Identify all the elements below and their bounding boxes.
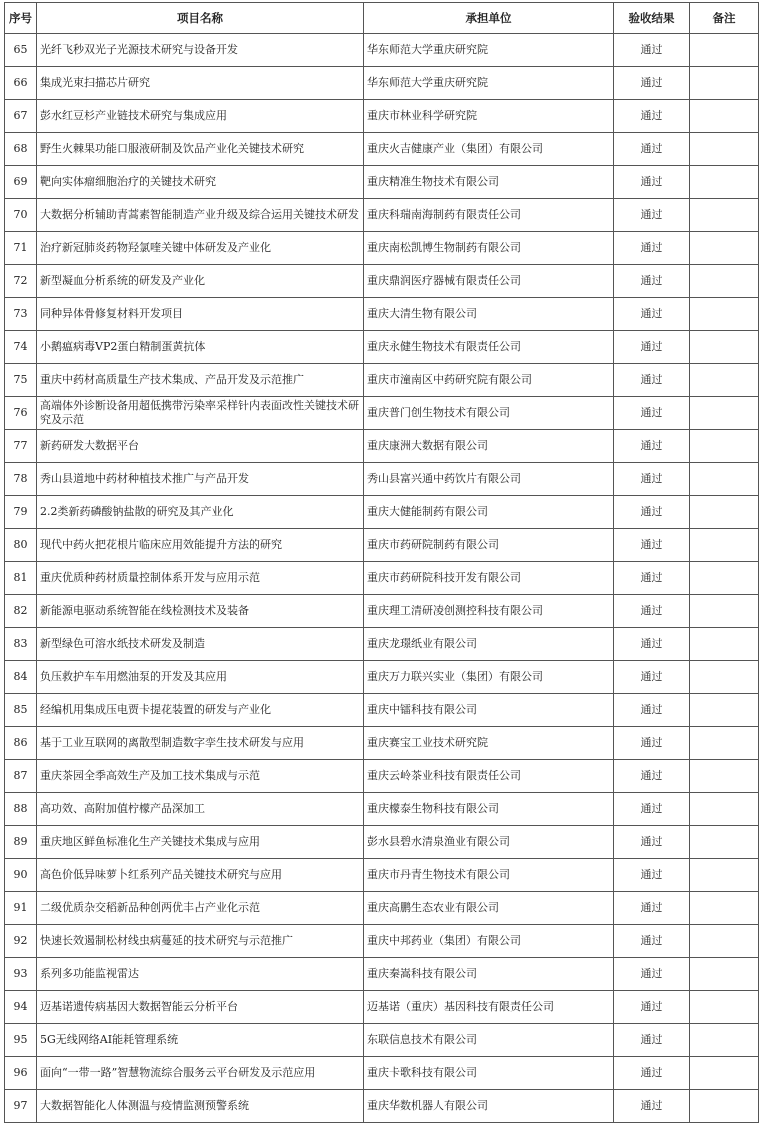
project-name-cell: 小鹅瘟病毒VP2蛋白精制蛋黄抗体 bbox=[37, 331, 364, 364]
acceptance-result-cell: 通过 bbox=[614, 496, 690, 529]
table-row bbox=[5, 595, 759, 628]
table-row bbox=[5, 661, 759, 694]
row-number-cell: 84 bbox=[5, 661, 37, 694]
acceptance-result-cell: 通过 bbox=[614, 661, 690, 694]
header-unit: 承担单位 bbox=[364, 3, 614, 34]
row-number-cell: 85 bbox=[5, 694, 37, 727]
table-row bbox=[5, 265, 759, 298]
project-name-cell: 重庆地区鲜鱼标准化生产关键技术集成与应用 bbox=[37, 826, 364, 859]
project-name-cell: 新药研发大数据平台 bbox=[37, 430, 364, 463]
table-body bbox=[5, 34, 759, 1123]
row-number-cell: 75 bbox=[5, 364, 37, 397]
project-name-cell: 面向“一带一路”智慧物流综合服务云平台研发及示范应用 bbox=[37, 1057, 364, 1090]
note-cell bbox=[690, 826, 759, 859]
acceptance-result-cell: 通过 bbox=[614, 364, 690, 397]
table-row bbox=[5, 727, 759, 760]
row-number-cell: 88 bbox=[5, 793, 37, 826]
table-row bbox=[5, 1090, 759, 1123]
row-number-cell: 70 bbox=[5, 199, 37, 232]
acceptance-result-cell: 通过 bbox=[614, 562, 690, 595]
note-cell bbox=[690, 628, 759, 661]
project-acceptance-table bbox=[4, 2, 759, 1123]
project-name-cell: 重庆茶园全季高效生产及加工技术集成与示范 bbox=[37, 760, 364, 793]
responsible-unit-cell: 重庆大清生物有限公司 bbox=[364, 298, 614, 331]
row-number-cell: 94 bbox=[5, 991, 37, 1024]
responsible-unit-cell: 重庆赛宝工业技术研究院 bbox=[364, 727, 614, 760]
table-row bbox=[5, 364, 759, 397]
project-name-cell: 5G无线网络AI能耗管理系统 bbox=[37, 1024, 364, 1057]
responsible-unit-cell: 重庆市药研院科技开发有限公司 bbox=[364, 562, 614, 595]
note-cell bbox=[690, 100, 759, 133]
acceptance-result-cell: 通过 bbox=[614, 463, 690, 496]
table-row bbox=[5, 562, 759, 595]
header-num: 序号 bbox=[5, 3, 37, 34]
responsible-unit-cell: 重庆市林业科学研究院 bbox=[364, 100, 614, 133]
note-cell bbox=[690, 958, 759, 991]
row-number-cell: 97 bbox=[5, 1090, 37, 1123]
acceptance-result-cell: 通过 bbox=[614, 298, 690, 331]
acceptance-result-cell: 通过 bbox=[614, 397, 690, 430]
project-name-cell: 野生火棘果功能口服液研制及饮品产业化关键技术研究 bbox=[37, 133, 364, 166]
acceptance-result-cell: 通过 bbox=[614, 1024, 690, 1057]
responsible-unit-cell: 重庆普门创生物技术有限公司 bbox=[364, 397, 614, 430]
project-name-cell: 系列多功能监视雷达 bbox=[37, 958, 364, 991]
acceptance-result-cell: 通过 bbox=[614, 331, 690, 364]
note-cell bbox=[690, 595, 759, 628]
note-cell bbox=[690, 199, 759, 232]
acceptance-result-cell: 通过 bbox=[614, 67, 690, 100]
project-name-cell: 新型绿色可溶水纸技术研发及制造 bbox=[37, 628, 364, 661]
acceptance-result-cell: 通过 bbox=[614, 529, 690, 562]
table-row bbox=[5, 298, 759, 331]
row-number-cell: 86 bbox=[5, 727, 37, 760]
note-cell bbox=[690, 298, 759, 331]
responsible-unit-cell: 重庆理工清研凌创测控科技有限公司 bbox=[364, 595, 614, 628]
table-row bbox=[5, 958, 759, 991]
responsible-unit-cell: 秀山县富兴通中药饮片有限公司 bbox=[364, 463, 614, 496]
table-row bbox=[5, 232, 759, 265]
row-number-cell: 71 bbox=[5, 232, 37, 265]
table-row bbox=[5, 496, 759, 529]
note-cell bbox=[690, 166, 759, 199]
note-cell bbox=[690, 529, 759, 562]
row-number-cell: 79 bbox=[5, 496, 37, 529]
responsible-unit-cell: 重庆华数机器人有限公司 bbox=[364, 1090, 614, 1123]
table-row bbox=[5, 859, 759, 892]
acceptance-result-cell: 通过 bbox=[614, 232, 690, 265]
acceptance-result-cell: 通过 bbox=[614, 991, 690, 1024]
table-row bbox=[5, 529, 759, 562]
project-name-cell: 同种异体骨修复材料开发项目 bbox=[37, 298, 364, 331]
row-number-cell: 66 bbox=[5, 67, 37, 100]
table-row bbox=[5, 628, 759, 661]
acceptance-result-cell: 通过 bbox=[614, 760, 690, 793]
note-cell bbox=[690, 1090, 759, 1123]
row-number-cell: 89 bbox=[5, 826, 37, 859]
project-name-cell: 高色价低异味萝卜红系列产品关键技术研究与应用 bbox=[37, 859, 364, 892]
table-row bbox=[5, 826, 759, 859]
note-cell bbox=[690, 430, 759, 463]
responsible-unit-cell: 重庆精准生物技术有限公司 bbox=[364, 166, 614, 199]
responsible-unit-cell: 重庆鼎润医疗器械有限责任公司 bbox=[364, 265, 614, 298]
responsible-unit-cell: 重庆市药研院制药有限公司 bbox=[364, 529, 614, 562]
note-cell bbox=[690, 331, 759, 364]
project-name-cell: 高功效、高附加值柠檬产品深加工 bbox=[37, 793, 364, 826]
responsible-unit-cell: 重庆永健生物技术有限责任公司 bbox=[364, 331, 614, 364]
responsible-unit-cell: 华东师范大学重庆研究院 bbox=[364, 34, 614, 67]
project-name-cell: 大数据智能化人体测温与疫情监测预警系统 bbox=[37, 1090, 364, 1123]
acceptance-result-cell: 通过 bbox=[614, 34, 690, 67]
project-name-cell: 光纤飞秒双光子光源技术研究与设备开发 bbox=[37, 34, 364, 67]
row-number-cell: 82 bbox=[5, 595, 37, 628]
note-cell bbox=[690, 397, 759, 430]
acceptance-result-cell: 通过 bbox=[614, 793, 690, 826]
project-name-cell: 新型凝血分析系统的研发及产业化 bbox=[37, 265, 364, 298]
acceptance-result-cell: 通过 bbox=[614, 1057, 690, 1090]
note-cell bbox=[690, 496, 759, 529]
row-number-cell: 76 bbox=[5, 397, 37, 430]
row-number-cell: 91 bbox=[5, 892, 37, 925]
responsible-unit-cell: 重庆卡歌科技有限公司 bbox=[364, 1057, 614, 1090]
row-number-cell: 67 bbox=[5, 100, 37, 133]
table-row bbox=[5, 166, 759, 199]
responsible-unit-cell: 重庆科瑞南海制药有限责任公司 bbox=[364, 199, 614, 232]
responsible-unit-cell: 迈基诺（重庆）基因科技有限责任公司 bbox=[364, 991, 614, 1024]
acceptance-result-cell: 通过 bbox=[614, 595, 690, 628]
table-row bbox=[5, 760, 759, 793]
row-number-cell: 69 bbox=[5, 166, 37, 199]
responsible-unit-cell: 重庆高鹏生态农业有限公司 bbox=[364, 892, 614, 925]
table-row bbox=[5, 331, 759, 364]
acceptance-result-cell: 通过 bbox=[614, 133, 690, 166]
header-note: 备注 bbox=[690, 3, 759, 34]
row-number-cell: 87 bbox=[5, 760, 37, 793]
note-cell bbox=[690, 265, 759, 298]
project-name-cell: 重庆中药材高质量生产技术集成、产品开发及示范推广 bbox=[37, 364, 364, 397]
project-name-cell: 经编机用集成压电贾卡提花装置的研发与产业化 bbox=[37, 694, 364, 727]
acceptance-result-cell: 通过 bbox=[614, 628, 690, 661]
acceptance-result-cell: 通过 bbox=[614, 958, 690, 991]
acceptance-result-cell: 通过 bbox=[614, 826, 690, 859]
table-row bbox=[5, 34, 759, 67]
note-cell bbox=[690, 463, 759, 496]
responsible-unit-cell: 重庆南松凯博生物制药有限公司 bbox=[364, 232, 614, 265]
table-row bbox=[5, 397, 759, 430]
project-name-cell: 负压救护车车用燃油泵的开发及其应用 bbox=[37, 661, 364, 694]
responsible-unit-cell: 重庆龙璟纸业有限公司 bbox=[364, 628, 614, 661]
acceptance-result-cell: 通过 bbox=[614, 166, 690, 199]
row-number-cell: 74 bbox=[5, 331, 37, 364]
note-cell bbox=[690, 859, 759, 892]
note-cell bbox=[690, 364, 759, 397]
row-number-cell: 90 bbox=[5, 859, 37, 892]
responsible-unit-cell: 东联信息技术有限公司 bbox=[364, 1024, 614, 1057]
project-name-cell: 治疗新冠肺炎药物羟氯喹关键中体研发及产业化 bbox=[37, 232, 364, 265]
project-name-cell: 重庆优质种药材质量控制体系开发与应用示范 bbox=[37, 562, 364, 595]
responsible-unit-cell: 彭水县碧水清泉渔业有限公司 bbox=[364, 826, 614, 859]
project-name-cell: 2.2类新药磷酸钠盐散的研究及其产业化 bbox=[37, 496, 364, 529]
acceptance-result-cell: 通过 bbox=[614, 694, 690, 727]
project-name-cell: 快速长效遏制松材线虫病蔓延的技术研究与示范推广 bbox=[37, 925, 364, 958]
responsible-unit-cell: 重庆檬泰生物科技有限公司 bbox=[364, 793, 614, 826]
project-name-cell: 彭水红豆杉产业链技术研究与集成应用 bbox=[37, 100, 364, 133]
acceptance-result-cell: 通过 bbox=[614, 1090, 690, 1123]
row-number-cell: 81 bbox=[5, 562, 37, 595]
row-number-cell: 92 bbox=[5, 925, 37, 958]
table-row bbox=[5, 892, 759, 925]
table-row bbox=[5, 67, 759, 100]
table-header-row bbox=[5, 3, 759, 34]
table-row bbox=[5, 991, 759, 1024]
row-number-cell: 72 bbox=[5, 265, 37, 298]
row-number-cell: 73 bbox=[5, 298, 37, 331]
table-row bbox=[5, 793, 759, 826]
note-cell bbox=[690, 727, 759, 760]
responsible-unit-cell: 重庆大健能制药有限公司 bbox=[364, 496, 614, 529]
table-row bbox=[5, 1024, 759, 1057]
project-name-cell: 基于工业互联网的离散型制造数字孪生技术研发与应用 bbox=[37, 727, 364, 760]
responsible-unit-cell: 重庆秦嵩科技有限公司 bbox=[364, 958, 614, 991]
note-cell bbox=[690, 34, 759, 67]
note-cell bbox=[690, 991, 759, 1024]
project-name-cell: 高端体外诊断设备用超低携带污染率采样针内表面改性关键技术研究及示范 bbox=[37, 397, 364, 430]
note-cell bbox=[690, 133, 759, 166]
table-row bbox=[5, 1057, 759, 1090]
acceptance-result-cell: 通过 bbox=[614, 430, 690, 463]
acceptance-result-cell: 通过 bbox=[614, 100, 690, 133]
project-name-cell: 迈基诺遗传病基因大数据智能云分析平台 bbox=[37, 991, 364, 1024]
responsible-unit-cell: 重庆市丹青生物技术有限公司 bbox=[364, 859, 614, 892]
row-number-cell: 68 bbox=[5, 133, 37, 166]
note-cell bbox=[690, 760, 759, 793]
project-name-cell: 靶向实体瘤细胞治疗的关键技术研究 bbox=[37, 166, 364, 199]
responsible-unit-cell: 重庆康洲大数据有限公司 bbox=[364, 430, 614, 463]
table-row bbox=[5, 100, 759, 133]
note-cell bbox=[690, 67, 759, 100]
note-cell bbox=[690, 1024, 759, 1057]
row-number-cell: 65 bbox=[5, 34, 37, 67]
note-cell bbox=[690, 892, 759, 925]
acceptance-result-cell: 通过 bbox=[614, 859, 690, 892]
acceptance-result-cell: 通过 bbox=[614, 265, 690, 298]
responsible-unit-cell: 重庆火吉健康产业（集团）有限公司 bbox=[364, 133, 614, 166]
responsible-unit-cell: 华东师范大学重庆研究院 bbox=[364, 67, 614, 100]
table-row bbox=[5, 694, 759, 727]
note-cell bbox=[690, 694, 759, 727]
project-name-cell: 新能源电驱动系统智能在线检测技术及装备 bbox=[37, 595, 364, 628]
responsible-unit-cell: 重庆市潼南区中药研究院有限公司 bbox=[364, 364, 614, 397]
table-row bbox=[5, 430, 759, 463]
header-project-name: 项目名称 bbox=[37, 3, 364, 34]
note-cell bbox=[690, 232, 759, 265]
row-number-cell: 78 bbox=[5, 463, 37, 496]
row-number-cell: 80 bbox=[5, 529, 37, 562]
acceptance-result-cell: 通过 bbox=[614, 925, 690, 958]
project-name-cell: 集成光束扫描芯片研究 bbox=[37, 67, 364, 100]
table-row bbox=[5, 199, 759, 232]
acceptance-result-cell: 通过 bbox=[614, 892, 690, 925]
responsible-unit-cell: 重庆云岭茶业科技有限责任公司 bbox=[364, 760, 614, 793]
row-number-cell: 83 bbox=[5, 628, 37, 661]
header-result: 验收结果 bbox=[614, 3, 690, 34]
row-number-cell: 93 bbox=[5, 958, 37, 991]
project-name-cell: 秀山县道地中药材种植技术推广与产品开发 bbox=[37, 463, 364, 496]
row-number-cell: 96 bbox=[5, 1057, 37, 1090]
responsible-unit-cell: 重庆中镭科技有限公司 bbox=[364, 694, 614, 727]
project-name-cell: 现代中药火把花根片临床应用效能提升方法的研究 bbox=[37, 529, 364, 562]
note-cell bbox=[690, 1057, 759, 1090]
table-row bbox=[5, 463, 759, 496]
acceptance-result-cell: 通过 bbox=[614, 727, 690, 760]
note-cell bbox=[690, 793, 759, 826]
project-name-cell: 二级优质杂交稻新品种创两优丰占产业化示范 bbox=[37, 892, 364, 925]
note-cell bbox=[690, 925, 759, 958]
table-row bbox=[5, 133, 759, 166]
table-row bbox=[5, 925, 759, 958]
acceptance-result-cell: 通过 bbox=[614, 199, 690, 232]
project-name-cell: 大数据分析辅助青蒿素智能制造产业升级及综合运用关键技术研发 bbox=[37, 199, 364, 232]
note-cell bbox=[690, 562, 759, 595]
responsible-unit-cell: 重庆万力联兴实业（集团）有限公司 bbox=[364, 661, 614, 694]
row-number-cell: 95 bbox=[5, 1024, 37, 1057]
row-number-cell: 77 bbox=[5, 430, 37, 463]
note-cell bbox=[690, 661, 759, 694]
responsible-unit-cell: 重庆中邦药业（集团）有限公司 bbox=[364, 925, 614, 958]
